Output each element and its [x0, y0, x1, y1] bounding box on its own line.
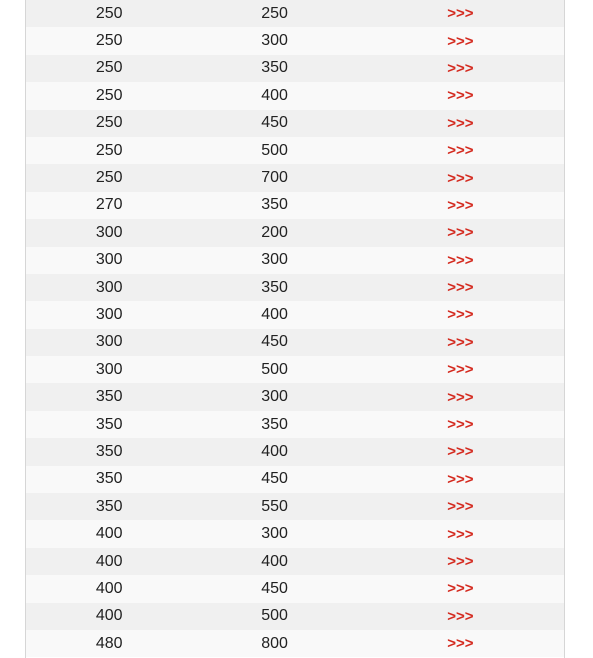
row-detail-link[interactable]: >>>: [447, 388, 474, 406]
cell-value-a: 270: [95, 196, 123, 214]
cell-value-b: 800: [261, 634, 288, 652]
cell-value-b: 250: [261, 4, 288, 22]
cell-value-b: 500: [261, 607, 288, 625]
cell-value-a: 350: [95, 442, 123, 460]
row-detail-link[interactable]: >>>: [447, 32, 474, 50]
cell-value-a: 300: [95, 333, 123, 351]
row-detail-link[interactable]: >>>: [447, 169, 474, 187]
table-row: [26, 0, 564, 27]
table-row: [26, 82, 564, 109]
cell-value-a: 480: [95, 634, 123, 652]
cell-value-b: 450: [261, 470, 288, 488]
row-detail-link[interactable]: >>>: [447, 525, 474, 543]
row-detail-link[interactable]: >>>: [447, 279, 474, 297]
cell-value-b: 200: [261, 223, 288, 241]
cell-value-a: 300: [95, 251, 123, 269]
cell-value-a: 350: [95, 388, 123, 406]
table-row: [26, 274, 564, 301]
cell-value-a: 300: [95, 278, 123, 296]
row-detail-link[interactable]: >>>: [447, 5, 474, 23]
table-row: [26, 520, 564, 547]
cell-value-b: 350: [261, 415, 288, 433]
row-detail-link[interactable]: >>>: [447, 553, 474, 570]
cell-value-b: 300: [261, 388, 288, 406]
table-row: [26, 110, 564, 137]
cell-value-b: 400: [261, 305, 288, 323]
table-row: [26, 329, 564, 356]
cell-value-b: 700: [261, 169, 288, 187]
cell-value-b: 300: [261, 525, 288, 543]
row-detail-link[interactable]: >>>: [447, 635, 474, 653]
cell-value-b: 550: [261, 497, 288, 515]
cell-value-a: 300: [95, 360, 123, 378]
table-row: [26, 301, 564, 328]
cell-value-a: 300: [95, 305, 123, 323]
cell-value-a: 250: [95, 169, 123, 187]
row-detail-link[interactable]: >>>: [447, 361, 474, 379]
cell-value-a: 300: [95, 223, 123, 241]
table-row: [26, 164, 564, 191]
row-detail-link[interactable]: >>>: [447, 114, 474, 132]
cell-value-b: 300: [261, 251, 288, 269]
cell-value-a: 250: [95, 59, 123, 77]
row-detail-link[interactable]: >>>: [447, 196, 474, 214]
cell-value-b: 450: [261, 333, 288, 351]
row-detail-link[interactable]: >>>: [447, 498, 474, 516]
table-row: [26, 411, 564, 438]
cell-value-b: 450: [261, 114, 288, 132]
table-row: [26, 438, 564, 465]
cell-value-b: 350: [261, 196, 288, 214]
row-detail-link[interactable]: >>>: [447, 416, 474, 434]
cell-value-a: 250: [95, 4, 123, 22]
table-row: [26, 247, 564, 274]
row-detail-link[interactable]: >>>: [447, 59, 474, 77]
table-row: [26, 575, 564, 602]
row-detail-link[interactable]: >>>: [447, 142, 474, 160]
cell-value-b: 450: [261, 579, 288, 597]
cell-value-a: 250: [95, 141, 123, 159]
table-row: [26, 383, 564, 410]
cell-value-b: 350: [261, 59, 288, 77]
cell-value-b: 300: [261, 32, 288, 50]
row-detail-link[interactable]: >>>: [447, 470, 474, 488]
table-row: [26, 27, 564, 54]
cell-value-b: 350: [261, 278, 288, 296]
cell-value-b: 500: [261, 360, 288, 378]
cell-value-a: 400: [95, 579, 123, 597]
cell-value-a: 250: [95, 32, 123, 50]
cell-value-b: 400: [261, 442, 288, 460]
cell-value-a: 400: [95, 607, 123, 625]
table-row: [26, 219, 564, 246]
cell-value-a: 350: [95, 470, 123, 488]
table-row: [26, 192, 564, 219]
row-detail-link[interactable]: >>>: [447, 306, 474, 324]
cell-value-b: 400: [261, 86, 288, 104]
table-row: [26, 548, 564, 575]
row-detail-link[interactable]: >>>: [447, 607, 474, 625]
cell-value-a: 400: [95, 525, 123, 543]
table-row: [26, 466, 564, 493]
row-detail-link[interactable]: >>>: [447, 580, 474, 598]
data-table: [25, 0, 565, 658]
cell-value-a: 250: [95, 114, 123, 132]
cell-value-a: 350: [95, 497, 123, 515]
row-detail-link[interactable]: >>>: [447, 443, 474, 461]
table-row: [26, 356, 564, 383]
cell-value-a: 400: [95, 552, 123, 570]
cell-value-b: 400: [261, 552, 288, 570]
row-detail-link[interactable]: >>>: [447, 333, 474, 351]
table-row: [26, 603, 564, 630]
row-detail-link[interactable]: >>>: [447, 224, 474, 242]
table-row: [26, 137, 564, 164]
cell-value-a: 250: [95, 86, 123, 104]
table-row: [26, 493, 564, 520]
table-row: [26, 55, 564, 82]
cell-value-a: 350: [95, 415, 123, 433]
row-detail-link[interactable]: >>>: [447, 87, 474, 105]
cell-value-b: 500: [261, 141, 288, 159]
row-detail-link[interactable]: >>>: [447, 251, 474, 269]
table-row: [26, 630, 564, 657]
